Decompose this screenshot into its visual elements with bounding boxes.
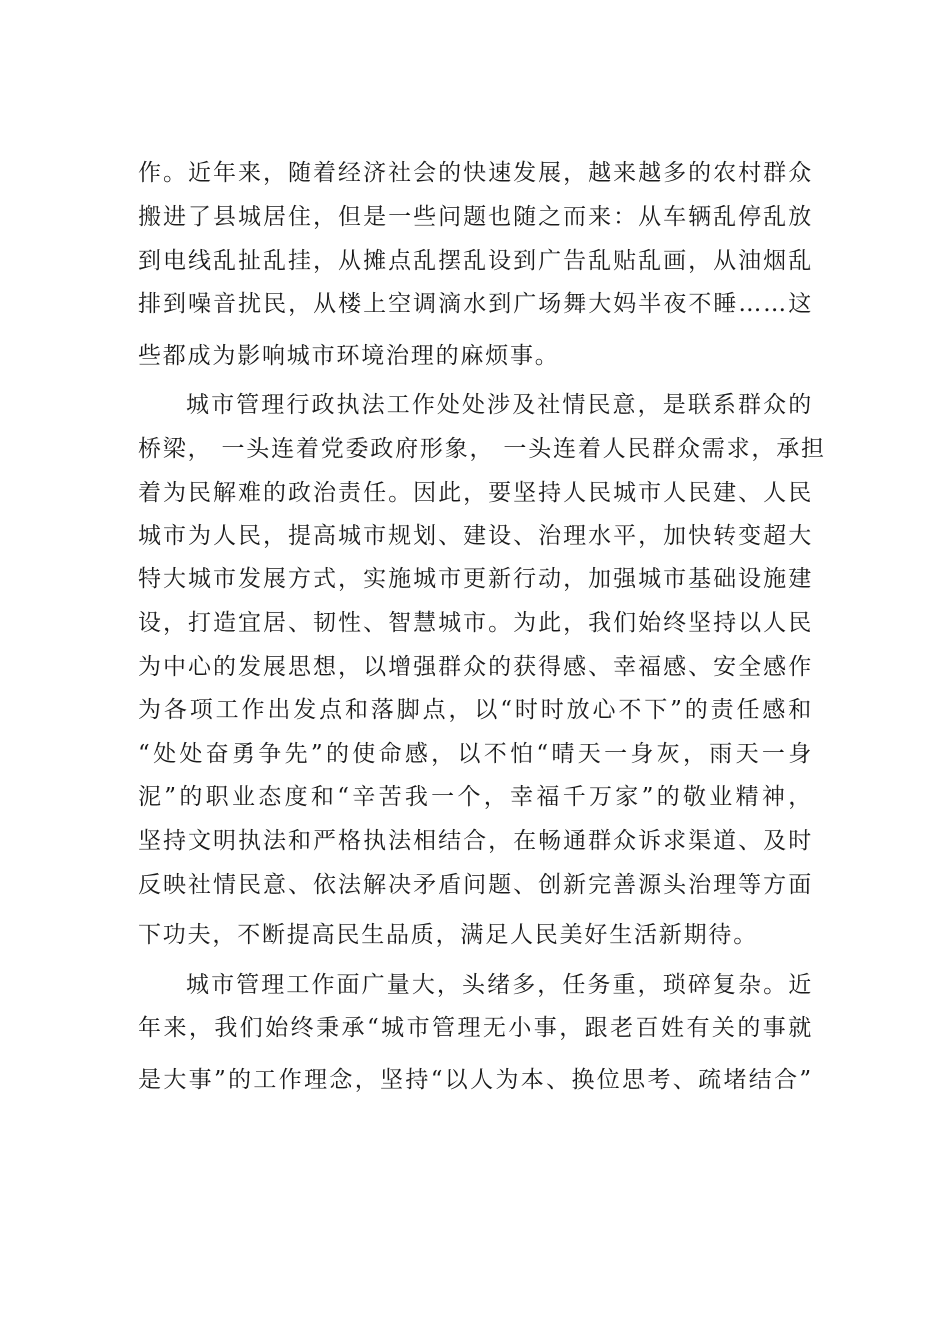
text-line: 到电线乱扯乱挂，从摊点乱摆乱设到广告乱贴乱画，从油烟乱 — [138, 248, 813, 274]
text-line: 年来，我们始终秉承“城市管理无小事，跟老百姓有关的事就 — [138, 1015, 813, 1041]
text-line: 桥梁， 一头连着党委政府形象， 一头连着人民群众需求，承担 — [138, 436, 826, 462]
text-line: 设，打造宜居、韧性、智慧城市。为此，我们始终坚持以人民 — [138, 610, 813, 636]
text-line: 些都成为影响城市环境治理的麻烦事。 — [138, 343, 560, 369]
text-line: 城市管理行政执法工作处处涉及社情民意，是联系群众的 — [186, 392, 813, 418]
text-line: 反映社情民意、依法解决矛盾问题、创新完善源头治理等方面 — [138, 872, 813, 898]
text-line: 特大城市发展方式，实施城市更新行动，加强城市基础设施建 — [138, 566, 813, 592]
text-line: 坚持文明执法和严格执法相结合，在畅通群众诉求渠道、及时 — [138, 828, 813, 854]
text-line: 城市为人民，提高城市规划、建设、治理水平，加快转变超大 — [138, 523, 813, 549]
text-line: 排到噪音扰民，从楼上空调滴水到广场舞大妈半夜不睡……这 — [138, 291, 813, 317]
text-line: 为各项工作出发点和落脚点，以“时时放心不下”的责任感和 — [138, 697, 813, 723]
text-line: “处处奋勇争先”的使命感，以不怕“晴天一身灰，雨天一身 — [138, 741, 813, 767]
text-line: 搬进了县城居住，但是一些问题也随之而来：从车辆乱停乱放 — [138, 204, 813, 230]
text-line: 着为民解难的政治责任。因此，要坚持人民城市人民建、人民 — [138, 480, 813, 506]
text-line: 下功夫，不断提高民生品质，满足人民美好生活新期待。 — [138, 922, 758, 948]
text-line: 是大事”的工作理念，坚持“以人为本、换位思考、疏堵结合” — [138, 1067, 813, 1093]
text-line: 作。近年来，随着经济社会的快速发展，越来越多的农村群众 — [138, 160, 813, 186]
text-line: 泥”的职业态度和“辛苦我一个，幸福千万家”的敬业精神， — [138, 784, 813, 810]
text-line: 为中心的发展思想，以增强群众的获得感、幸福感、安全感作 — [138, 654, 813, 680]
text-line: 城市管理工作面广量大，头绪多，任务重，琐碎复杂。近 — [186, 972, 813, 998]
